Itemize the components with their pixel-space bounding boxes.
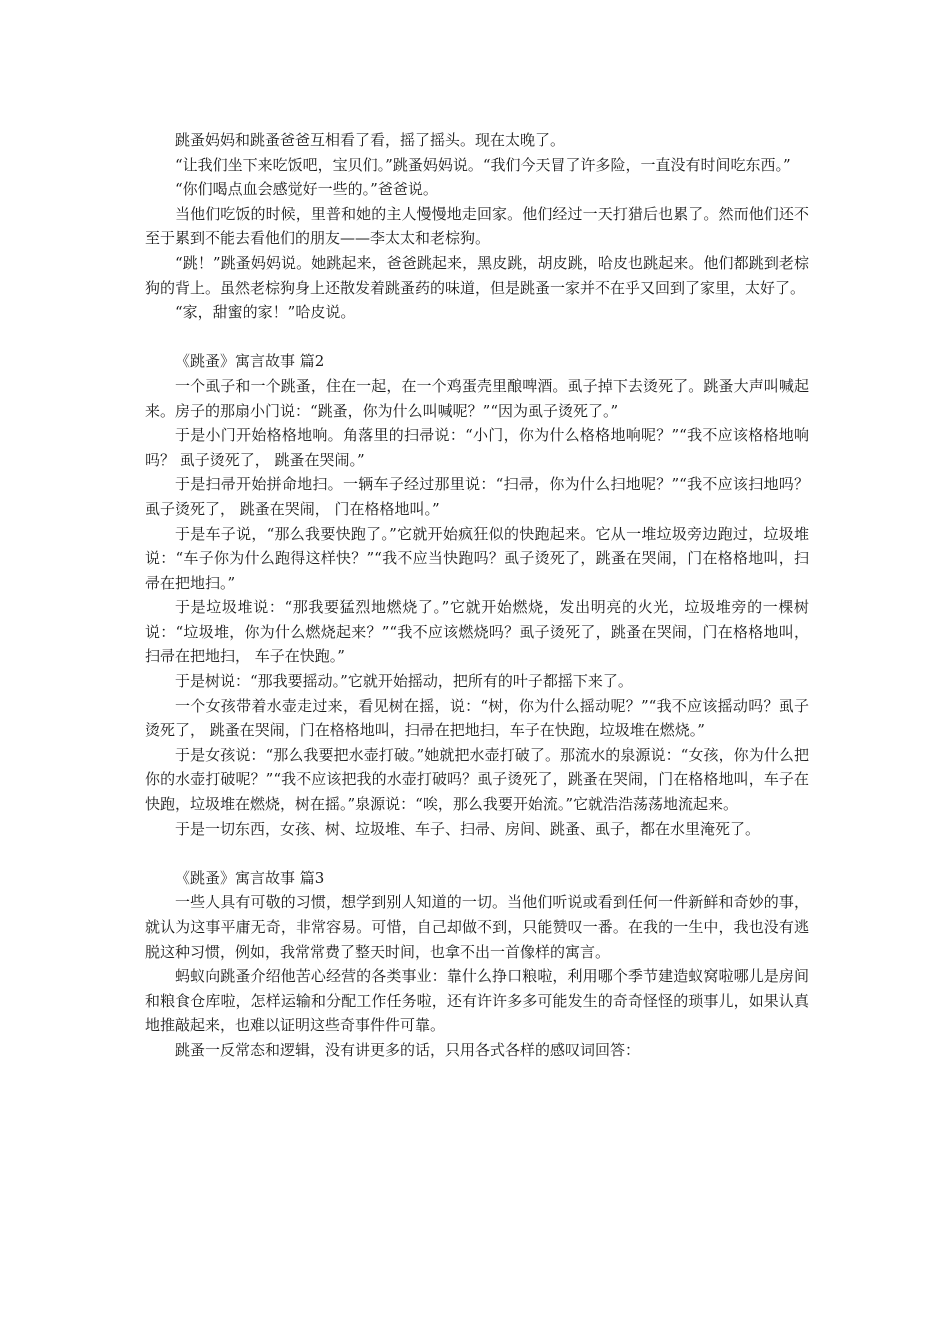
paragraph: “跳！”跳蚤妈妈说。她跳起来，爸爸跳起来，黑皮跳，胡皮跳，哈皮也跳起来。他们都跳到老棕狗的背上。虽然老棕狗身上还散发着跳蚤药的味道，但是跳蚤一家并不在乎又回到了家里，太好了。: [145, 253, 809, 297]
paragraph: 当他们吃饭的时候，里普和她的主人慢慢地走回家。他们经过一天打猎后也累了。然而他们还不至于累到不能去看他们的朋友——李太太和老棕狗。: [145, 204, 809, 248]
section-heading: 《跳蚤》寓言故事 篇3: [175, 868, 325, 887]
section-heading: 《跳蚤》寓言故事 篇2: [175, 352, 325, 371]
paragraph: “让我们坐下来吃饭吧，宝贝们。”跳蚤妈妈说。“我们今天冒了许多险，一直没有时间吃东西。”: [175, 155, 791, 174]
story-section-2: [145, 349, 809, 841]
paragraph: 于是小门开始格格地响。角落里的扫帚说：“小门，你为什么格格地响呢？”“我不应该格格地响吗？ 虱子烫死了， 跳蚤在哭闹。”: [145, 426, 809, 469]
paragraph: 一个虱子和一个跳蚤，住在一起，在一个鸡蛋壳里酿啤酒。虱子掉下去烫死了。跳蚤大声叫喊起来。房子的那扇小门说：“跳蚤，你为什么叫喊呢？”“因为虱子烫死了。”: [145, 376, 809, 420]
paragraph: 于是一切东西，女孩、树、垃圾堆、车子、扫帚、房间、跳蚤、虱子，都在水里淹死了。: [175, 819, 761, 838]
paragraph: 一些人具有可敬的习惯，想学到别人知道的一切。当他们听说或看到任何一件新鲜和奇妙的事，就认为这事平庸无奇，非常容易。可惜，自己却做不到，只能赞叹一番。在我的一生中，我也没有逃脱这种习惯，例如，我常常费了整天时间，也拿不出一首像样的寓言。: [145, 893, 809, 961]
paragraph: 跳蚤妈妈和跳蚤爸爸互相看了看，摇了摇头。现在太晚了。: [175, 131, 566, 149]
paragraph: 蚂蚁向跳蚤介绍他苦心经营的各类事业：靠什么挣口粮啦，利用哪个季节建造蚁窝啦哪儿是房间和粮食仓库啦，怎样运输和分配工作任务啦，还有许许多多可能发生的奇奇怪怪的琐事儿，如果认真地推敲起来，也难以证明这些奇事件件可靠。: [145, 967, 809, 1035]
paragraph: 于是树说：“那我要摇动。”它就开始摇动，把所有的叶子都摇下来了。: [175, 672, 633, 691]
section-spacer: [145, 841, 809, 866]
paragraph: 于是女孩说：“那么我要把水壶打破。”她就把水壶打破了。那流水的泉源说：“女孩，你为什么把你的水壶打破呢？”“我不应该把我的水壶打破吗？虱子烫死了，跳蚤在哭闹，门在格格地叫，车子在快跑，垃圾堆在燃烧，树在摇。”泉源说：“唉，那么我要开始流。”它就浩浩荡荡地流起来。: [145, 745, 809, 814]
story-section-3: [145, 866, 809, 1063]
story-section-1: [145, 128, 809, 325]
section-spacer: [145, 325, 809, 350]
paragraph: 一个女孩带着水壶走过来，看见树在摇，说：“树，你为什么摇动呢？”“我不应该摇动吗？虱子烫死了， 跳蚤在哭闹，门在格格地叫，扫帚在把地扫，车子在快跑，垃圾堆在燃烧。”: [145, 696, 809, 740]
paragraph: 跳蚤一反常态和逻辑，没有讲更多的话，只用各式各样的感叹词回答：: [175, 1040, 641, 1059]
document-page: [145, 128, 809, 1063]
paragraph: “你们喝点血会感觉好一些的。”爸爸说。: [175, 180, 438, 199]
paragraph: 于是车子说，“那么我要快跑了。”它就开始疯狂似的快跑起来。它从一堆垃圾旁边跑过，垃圾堆说：“车子你为什么跑得这样快？”“我不应当快跑吗？虱子烫死了，跳蚤在哭闹，门在格格地叫，扫帚在把地扫。”: [145, 524, 809, 592]
paragraph: 于是扫帚开始拼命地扫。一辆车子经过那里说：“扫帚，你为什么扫地呢？”“我不应该扫地吗？ 虱子烫死了， 跳蚤在哭闹， 门在格格地叫。”: [145, 475, 809, 518]
paragraph: 于是垃圾堆说：“那我要猛烈地燃烧了。”它就开始燃烧，发出明亮的火光，垃圾堆旁的一棵树说：“垃圾堆，你为什么燃烧起来？”“我不应该燃烧吗？虱子烫死了，跳蚤在哭闹，门在格格地叫，扫帚在把地扫， 车子在快跑。”: [145, 598, 809, 666]
paragraph: “家，甜蜜的家！”哈皮说。: [175, 303, 356, 322]
